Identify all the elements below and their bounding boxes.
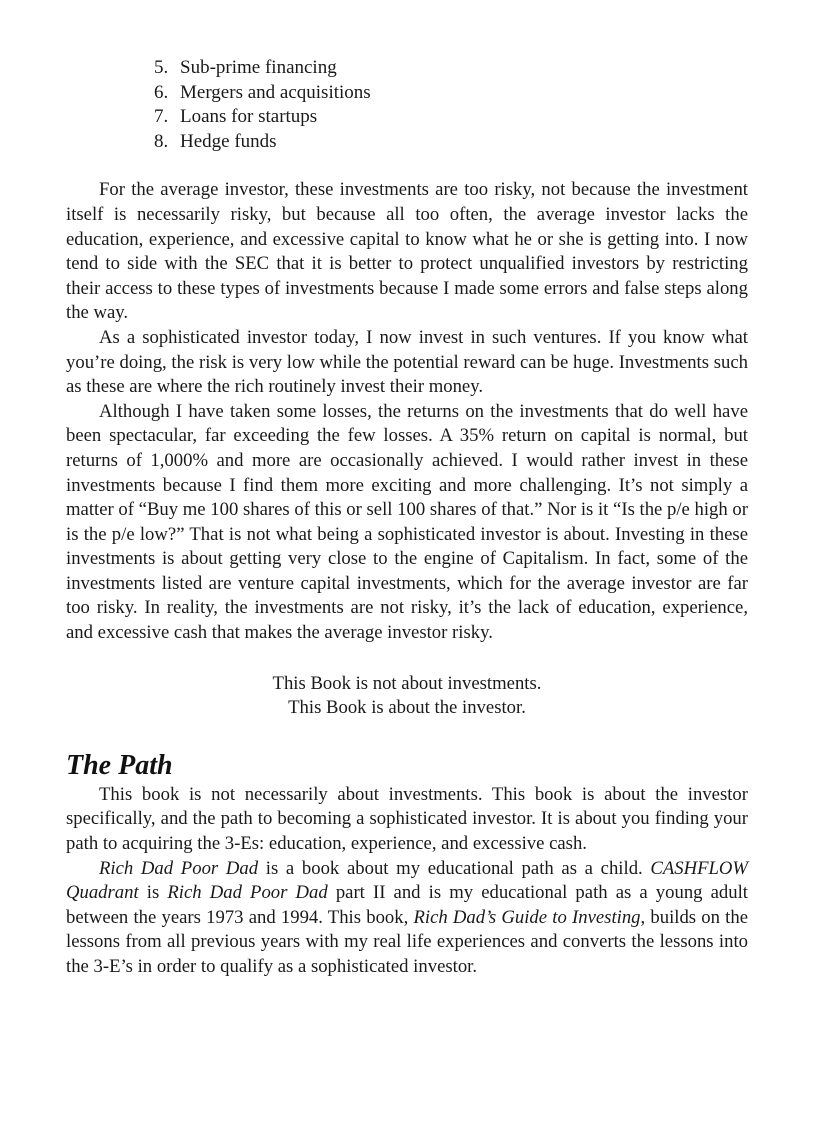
list-number: 6.	[154, 81, 169, 103]
quote-line-2: This Book is about the investor.	[288, 697, 526, 719]
list-text: Mergers and acquisitions	[180, 81, 371, 103]
list-text: Loans for startups	[180, 106, 318, 128]
centered-quote	[66, 672, 748, 721]
paragraph-book-series	[66, 857, 748, 980]
text-span: is	[138, 882, 168, 904]
text-span: part II and is my educational path as a young adult between the years 1973 and 1994. This book,	[66, 882, 748, 928]
text-span: , builds on the lessons from all previous years with my real life experiences and converts the lessons into the 3-E’s in order to qualify as a sophisticated investor.	[66, 906, 748, 977]
book-title: Rich Dad’s Guide to Investing	[413, 906, 641, 928]
investment-list	[154, 56, 748, 154]
list-item	[154, 105, 748, 130]
list-number: 5.	[154, 57, 169, 78]
list-text: Sub-prime financing	[180, 57, 337, 78]
book-title: CASHFLOW Quadrant	[66, 857, 748, 904]
paragraph-returns: Although I have taken some losses, the returns on the investments that do well have been spectacular, far exceeding the few losses. A 35% return on capital is normal, but returns of 1,000% and more are occasionally achieved. I would rather invest in these investments because I find them more exciting and more challenging. It’s not simply a matter of “Buy me 100 shares of this or sell 100 shares of that.” Nor is it “Is the p/e high or is the p/e low?” That is not what being a sophisticated investor is about. Investing in these investments is about getting very close to the engine of Capitalism. In fact, some of the investments listed are venture capital investments, which for the average investor are far too risky. In reality, the investments are not risky, it’s the lack of education, experience, and excessive cash that makes the average investor risky.	[66, 400, 748, 644]
section-heading: The Path	[66, 749, 173, 781]
list-text: Hedge funds	[180, 130, 277, 152]
paragraph-average-investor: For the average investor, these investments are too risky, not because the investment itself is necessarily risky, but because all too often, the average investor lacks the education, experience, and excessive capital to know what he or she is getting into. I now tend to side with the SEC that it is better to protect unqualified investors by restricting their access to these types of investments because I made some errors and false steps along the way.	[66, 179, 748, 324]
book-title: Rich Dad Poor Dad	[167, 882, 328, 904]
book-title: Rich Dad Poor Dad	[99, 857, 259, 879]
list-item	[154, 56, 748, 81]
page	[66, 56, 748, 980]
quote-line-1: This Book is not about investments.	[272, 672, 542, 694]
list-item	[154, 81, 748, 106]
list-number: 7.	[154, 106, 169, 128]
paragraph-sophisticated-investor: As a sophisticated investor today, I now invest in such ventures. If you know what you’re doing, the risk is very low while the potential reward can be huge. Investments such as these are where the rich routinely invest their money.	[66, 326, 748, 398]
text-span: is a book about my educational path as a child.	[258, 857, 651, 879]
list-number: 8.	[154, 130, 169, 152]
paragraph-path-intro: This book is not necessarily about investments. This book is about the investor specifically, and the path to becoming a sophisticated investor. It is about you finding your path to acquiring the 3-Es: education, experience, and excessive cash.	[66, 783, 748, 855]
list-item	[154, 130, 748, 155]
